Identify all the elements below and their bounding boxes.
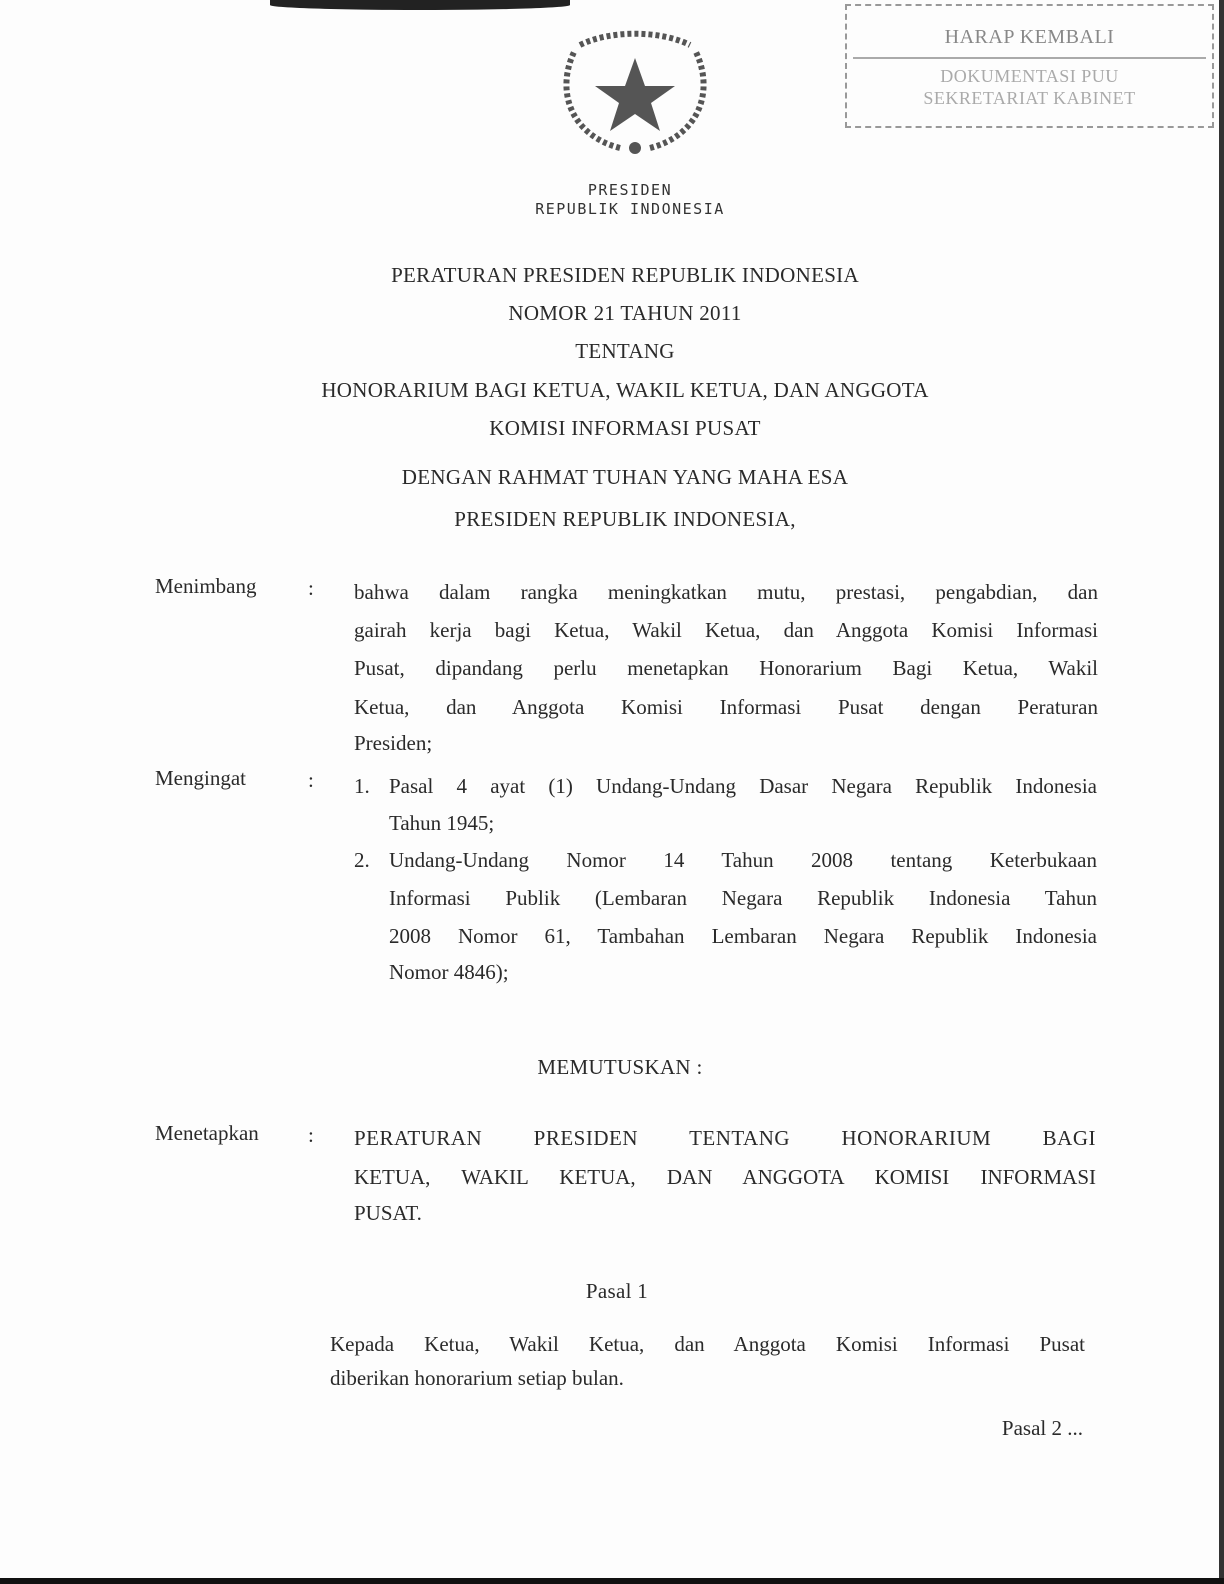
menimbang-line: bahwa dalam rangka meningkatkan mutu, prestasi, pengabdian, dan [354, 580, 1098, 604]
invocation: DENGAN RAHMAT TUHAN YANG MAHA ESA [401, 465, 849, 489]
archive-stamp [845, 4, 1214, 128]
scan-edge-bottom [0, 1578, 1224, 1584]
mengingat-item-line: Undang-Undang Nomor 14 Tahun 2008 tentang Keterbukaan [389, 848, 1097, 872]
mengingat-item-line: Pasal 4 ayat (1) Undang-Undang Dasar Negara Republik Indonesia [389, 774, 1097, 798]
menimbang-line: Pusat, dipandang perlu menetapkan Honorarium Bagi Ketua, Wakil [354, 656, 1098, 680]
mengingat-item-line: Nomor 4846); [389, 960, 509, 984]
stamp-divider [853, 57, 1206, 59]
menetapkan-line: PERATURAN PRESIDEN TENTANG HONORARIUM BAGI [354, 1126, 1096, 1150]
pasal1-heading: Pasal 1 [585, 1279, 649, 1303]
president-heading: PRESIDEN REPUBLIK INDONESIA, [454, 507, 796, 531]
mengingat-label: Mengingat [155, 766, 246, 790]
title-subject-line1: HONORARIUM BAGI KETUA, WAKIL KETUA, DAN ANGGOTA [321, 378, 929, 402]
memutuskan-heading: MEMUTUSKAN : [537, 1055, 703, 1079]
mengingat-colon: : [308, 768, 314, 792]
next-page-reference: Pasal 2 ... [1001, 1416, 1083, 1440]
pasal1-line: diberikan honorarium setiap bulan. [330, 1366, 624, 1390]
mengingat-item-line: 2008 Nomor 61, Tambahan Lembaran Negara Republik Indonesia [389, 924, 1097, 948]
menimbang-line: gairah kerja bagi Ketua, Wakil Ketua, dan Anggota Komisi Informasi [354, 618, 1098, 642]
title-subject-line2: KOMISI INFORMASI PUSAT [489, 416, 761, 440]
menetapkan-label: Menetapkan [155, 1121, 259, 1145]
letterhead [470, 181, 790, 219]
stamp-line1: HARAP KEMBALI [944, 26, 1115, 48]
menetapkan-colon: : [308, 1123, 314, 1147]
menetapkan-line: PUSAT. [354, 1201, 422, 1225]
menetapkan-line: KETUA, WAKIL KETUA, DAN ANGGOTA KOMISI INFORMASI [354, 1165, 1096, 1189]
mengingat-item-number: 1. [354, 774, 370, 798]
title-line1: PERATURAN PRESIDEN REPUBLIK INDONESIA [391, 263, 859, 287]
mengingat-item-line: Tahun 1945; [389, 811, 495, 835]
mengingat-item-line: Informasi Publik (Lembaran Negara Republik Indonesia Tahun [389, 886, 1097, 910]
title-tentang: TENTANG [575, 339, 675, 363]
title-number: NOMOR 21 TAHUN 2011 [508, 301, 742, 325]
menimbang-label: Menimbang [155, 574, 257, 598]
mengingat-item-number: 2. [354, 848, 370, 872]
letterhead-line1: PRESIDEN [587, 181, 673, 199]
letterhead-line2: REPUBLIK INDONESIA [535, 200, 725, 218]
menimbang-line: Ketua, dan Anggota Komisi Informasi Pusat dengan Peraturan [354, 695, 1098, 719]
scan-edge-right [1219, 0, 1224, 1584]
pasal1-line: Kepada Ketua, Wakil Ketua, dan Anggota Komisi Informasi Pusat [330, 1332, 1085, 1356]
presidential-star-emblem-icon [550, 30, 720, 160]
stamp-line3: SEKRETARIAT KABINET [923, 88, 1136, 108]
scan-edge-shadow [270, 0, 570, 10]
stamp-line2: DOKUMENTASI PUU [940, 66, 1119, 86]
menimbang-line: Presiden; [354, 731, 433, 755]
menimbang-colon: : [308, 576, 314, 600]
